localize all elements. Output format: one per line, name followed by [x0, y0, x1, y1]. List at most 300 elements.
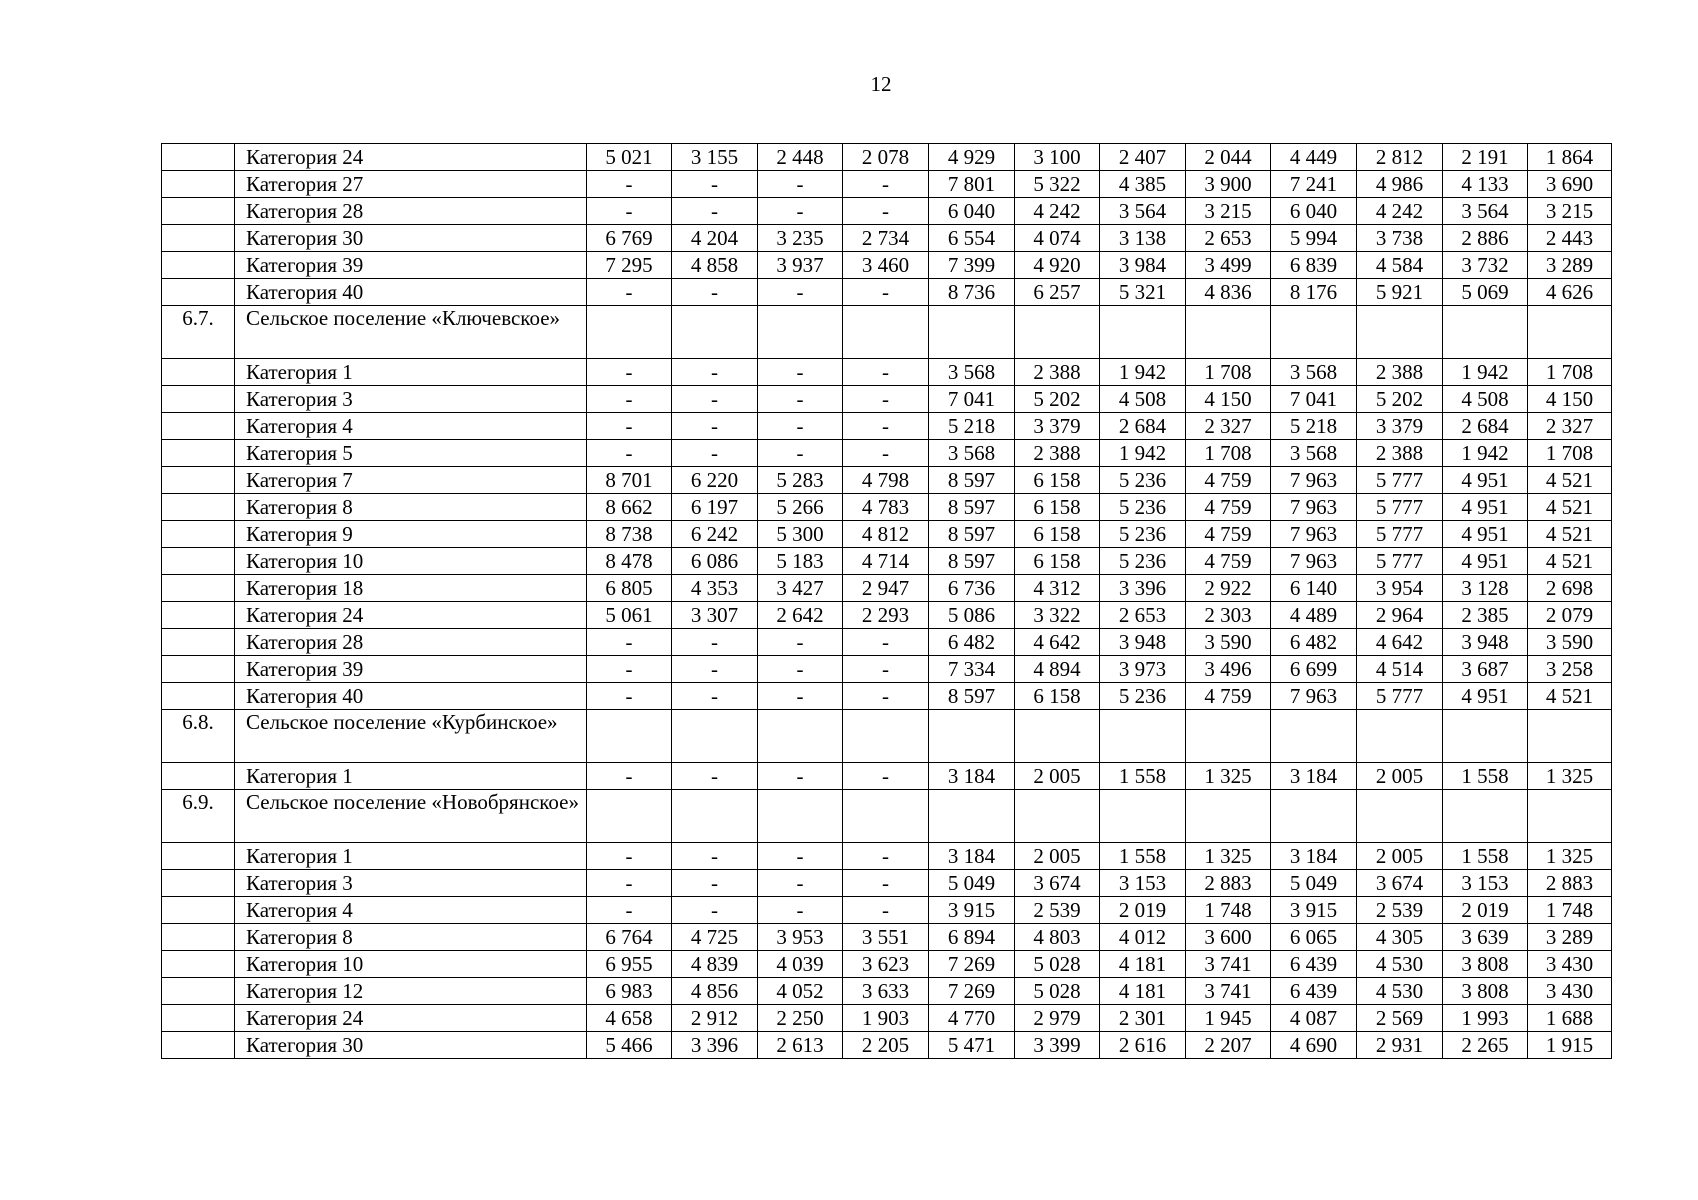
category-name-cell: Категория 30: [235, 225, 587, 252]
value-cell: 2 886: [1443, 225, 1528, 252]
value-cell: 4 725: [672, 924, 758, 951]
value-cell: 4 489: [1271, 602, 1357, 629]
value-cell: 4 986: [1357, 171, 1443, 198]
value-cell: 1 558: [1100, 843, 1186, 870]
value-cell: 2 539: [1357, 897, 1443, 924]
table-row: [162, 843, 1612, 870]
table-row: [162, 467, 1612, 494]
table-row: [162, 171, 1612, 198]
value-cell: [929, 710, 1015, 763]
category-name-cell: Категория 30: [235, 1032, 587, 1059]
value-cell: -: [672, 359, 758, 386]
value-cell: -: [587, 843, 672, 870]
value-cell: 8 701: [587, 467, 672, 494]
category-name-cell: Категория 1: [235, 359, 587, 386]
value-cell: [758, 790, 843, 843]
value-cell: 4 181: [1100, 978, 1186, 1005]
value-cell: [1100, 790, 1186, 843]
value-cell: -: [843, 198, 929, 225]
value-cell: 8 597: [929, 521, 1015, 548]
value-cell: 6 086: [672, 548, 758, 575]
value-cell: 6 158: [1015, 683, 1100, 710]
row-number-cell: [162, 602, 235, 629]
value-cell: 4 783: [843, 494, 929, 521]
value-cell: 4 012: [1100, 924, 1186, 951]
table-row: [162, 924, 1612, 951]
value-cell: 4 150: [1528, 386, 1612, 413]
value-cell: 2 388: [1357, 440, 1443, 467]
value-cell: -: [672, 413, 758, 440]
value-cell: -: [758, 656, 843, 683]
category-name-cell: Категория 10: [235, 548, 587, 575]
value-cell: 2 684: [1443, 413, 1528, 440]
value-cell: -: [587, 279, 672, 306]
value-cell: [1357, 306, 1443, 359]
value-cell: 2 964: [1357, 602, 1443, 629]
value-cell: 3 322: [1015, 602, 1100, 629]
value-cell: 8 478: [587, 548, 672, 575]
value-cell: 3 551: [843, 924, 929, 951]
value-cell: 7 041: [929, 386, 1015, 413]
value-cell: 6 955: [587, 951, 672, 978]
table-row: [162, 763, 1612, 790]
value-cell: 6 554: [929, 225, 1015, 252]
value-cell: -: [587, 683, 672, 710]
value-cell: 5 471: [929, 1032, 1015, 1059]
value-cell: 3 948: [1443, 629, 1528, 656]
row-number-cell: [162, 683, 235, 710]
value-cell: -: [587, 359, 672, 386]
value-cell: -: [843, 171, 929, 198]
value-cell: 4 951: [1443, 521, 1528, 548]
row-number-cell: [162, 279, 235, 306]
value-cell: 8 736: [929, 279, 1015, 306]
value-cell: [1186, 790, 1271, 843]
value-cell: 4 530: [1357, 978, 1443, 1005]
category-name-cell: Категория 39: [235, 656, 587, 683]
value-cell: 3 289: [1528, 924, 1612, 951]
row-number-cell: [162, 978, 235, 1005]
value-cell: -: [758, 629, 843, 656]
value-cell: 3 427: [758, 575, 843, 602]
category-name-cell: Категория 4: [235, 897, 587, 924]
page-number: 12: [870, 72, 892, 96]
value-cell: 1 942: [1100, 359, 1186, 386]
value-cell: -: [843, 763, 929, 790]
table-row: [162, 629, 1612, 656]
value-cell: -: [758, 897, 843, 924]
value-cell: 2 448: [758, 144, 843, 171]
value-cell: -: [587, 629, 672, 656]
value-cell: 2 812: [1357, 144, 1443, 171]
category-name-cell: Категория 3: [235, 386, 587, 413]
value-cell: 8 597: [929, 467, 1015, 494]
value-cell: [1443, 306, 1528, 359]
value-cell: 2 005: [1015, 843, 1100, 870]
value-cell: 5 028: [1015, 978, 1100, 1005]
value-cell: -: [758, 440, 843, 467]
row-number-cell: 6.9.: [162, 790, 235, 843]
value-cell: 7 963: [1271, 494, 1357, 521]
value-cell: 1 942: [1443, 359, 1528, 386]
value-cell: 3 954: [1357, 575, 1443, 602]
row-number-cell: [162, 359, 235, 386]
value-cell: 6 764: [587, 924, 672, 951]
row-number-cell: [162, 548, 235, 575]
value-cell: 4 514: [1357, 656, 1443, 683]
value-cell: 4 858: [672, 252, 758, 279]
value-cell: 5 061: [587, 602, 672, 629]
value-cell: 5 236: [1100, 494, 1186, 521]
value-cell: 3 215: [1528, 198, 1612, 225]
row-number-cell: [162, 843, 235, 870]
value-cell: -: [843, 440, 929, 467]
value-cell: 7 399: [929, 252, 1015, 279]
value-cell: 5 300: [758, 521, 843, 548]
value-cell: 1 708: [1186, 440, 1271, 467]
value-cell: 2 616: [1100, 1032, 1186, 1059]
value-cell: 2 327: [1186, 413, 1271, 440]
value-cell: 7 963: [1271, 467, 1357, 494]
value-cell: 6 769: [587, 225, 672, 252]
value-cell: 2 388: [1015, 440, 1100, 467]
table-row: [162, 440, 1612, 467]
value-cell: [1528, 790, 1612, 843]
value-cell: -: [758, 171, 843, 198]
value-cell: [587, 306, 672, 359]
value-cell: 2 019: [1100, 897, 1186, 924]
value-cell: [672, 306, 758, 359]
value-cell: 2 388: [1015, 359, 1100, 386]
table-row: [162, 978, 1612, 1005]
value-cell: -: [758, 359, 843, 386]
value-cell: 2 653: [1186, 225, 1271, 252]
value-cell: 5 283: [758, 467, 843, 494]
value-cell: [843, 790, 929, 843]
row-number-cell: [162, 897, 235, 924]
settlement-name-cell: Сельское поселение «Ключевское»: [235, 306, 587, 359]
value-cell: 5 021: [587, 144, 672, 171]
table-row: [162, 279, 1612, 306]
row-number-cell: [162, 656, 235, 683]
value-cell: 3 741: [1186, 978, 1271, 1005]
value-cell: 6 736: [929, 575, 1015, 602]
value-cell: 2 922: [1186, 575, 1271, 602]
value-cell: -: [672, 171, 758, 198]
table-row: [162, 144, 1612, 171]
value-cell: 6 805: [587, 575, 672, 602]
value-cell: 3 590: [1528, 629, 1612, 656]
value-cell: -: [758, 870, 843, 897]
value-cell: 5 777: [1357, 494, 1443, 521]
value-cell: 6 257: [1015, 279, 1100, 306]
value-cell: 8 662: [587, 494, 672, 521]
value-cell: 7 963: [1271, 548, 1357, 575]
value-cell: 6 220: [672, 467, 758, 494]
value-cell: 4 133: [1443, 171, 1528, 198]
value-cell: 6 040: [929, 198, 1015, 225]
table-row: [162, 602, 1612, 629]
value-cell: 2 698: [1528, 575, 1612, 602]
value-cell: 3 396: [1100, 575, 1186, 602]
value-cell: 2 005: [1357, 843, 1443, 870]
value-cell: 1 942: [1443, 440, 1528, 467]
table-row: [162, 225, 1612, 252]
table-row: [162, 1005, 1612, 1032]
value-cell: 2 979: [1015, 1005, 1100, 1032]
value-cell: 3 499: [1186, 252, 1271, 279]
value-cell: 3 600: [1186, 924, 1271, 951]
value-cell: 6 439: [1271, 978, 1357, 1005]
value-cell: 5 069: [1443, 279, 1528, 306]
value-cell: 1 558: [1443, 763, 1528, 790]
value-cell: 2 653: [1100, 602, 1186, 629]
value-cell: 5 921: [1357, 279, 1443, 306]
value-cell: 4 798: [843, 467, 929, 494]
value-cell: 2 407: [1100, 144, 1186, 171]
value-cell: 4 242: [1357, 198, 1443, 225]
value-cell: 5 777: [1357, 683, 1443, 710]
value-cell: [1186, 710, 1271, 763]
value-cell: 4 305: [1357, 924, 1443, 951]
value-cell: -: [587, 870, 672, 897]
value-cell: 2 539: [1015, 897, 1100, 924]
value-cell: 5 321: [1100, 279, 1186, 306]
category-name-cell: Категория 24: [235, 144, 587, 171]
value-cell: [758, 306, 843, 359]
value-cell: 3 153: [1443, 870, 1528, 897]
value-cell: 2 613: [758, 1032, 843, 1059]
value-cell: 7 269: [929, 951, 1015, 978]
value-cell: 4 894: [1015, 656, 1100, 683]
value-cell: 5 777: [1357, 467, 1443, 494]
value-cell: 4 642: [1357, 629, 1443, 656]
category-name-cell: Категория 3: [235, 870, 587, 897]
value-cell: 4 521: [1528, 467, 1612, 494]
value-cell: [1443, 710, 1528, 763]
value-cell: 5 028: [1015, 951, 1100, 978]
category-name-cell: Категория 40: [235, 683, 587, 710]
value-cell: 8 597: [929, 548, 1015, 575]
value-cell: 3 138: [1100, 225, 1186, 252]
value-cell: 3 289: [1528, 252, 1612, 279]
value-cell: 3 184: [1271, 763, 1357, 790]
row-number-cell: 6.8.: [162, 710, 235, 763]
value-cell: 4 449: [1271, 144, 1357, 171]
value-cell: 7 963: [1271, 683, 1357, 710]
value-cell: 8 738: [587, 521, 672, 548]
value-cell: -: [758, 413, 843, 440]
value-cell: 3 184: [1271, 843, 1357, 870]
row-number-cell: [162, 951, 235, 978]
value-cell: -: [587, 897, 672, 924]
value-cell: 3 741: [1186, 951, 1271, 978]
row-number-cell: [162, 1005, 235, 1032]
value-cell: 1 942: [1100, 440, 1186, 467]
value-cell: 4 920: [1015, 252, 1100, 279]
value-cell: 4 856: [672, 978, 758, 1005]
value-cell: 6 699: [1271, 656, 1357, 683]
row-number-cell: [162, 198, 235, 225]
value-cell: -: [587, 763, 672, 790]
value-cell: [1271, 306, 1357, 359]
value-cell: [1528, 710, 1612, 763]
value-cell: [1015, 790, 1100, 843]
row-number-cell: [162, 386, 235, 413]
table-row: [162, 656, 1612, 683]
table-row: [162, 494, 1612, 521]
value-cell: 3 307: [672, 602, 758, 629]
table-row: [162, 575, 1612, 602]
value-cell: 7 963: [1271, 521, 1357, 548]
value-cell: 6 158: [1015, 548, 1100, 575]
value-cell: 3 937: [758, 252, 843, 279]
value-cell: 1 325: [1186, 763, 1271, 790]
value-cell: 6 439: [1271, 951, 1357, 978]
value-cell: 1 325: [1528, 843, 1612, 870]
value-cell: 6 197: [672, 494, 758, 521]
row-number-cell: [162, 521, 235, 548]
value-cell: 4 658: [587, 1005, 672, 1032]
category-name-cell: Категория 8: [235, 494, 587, 521]
value-cell: 4 759: [1186, 494, 1271, 521]
value-cell: [1357, 710, 1443, 763]
value-cell: [672, 790, 758, 843]
value-cell: [1271, 710, 1357, 763]
value-cell: 4 521: [1528, 683, 1612, 710]
section-header-row: [162, 306, 1612, 359]
value-cell: 4 759: [1186, 683, 1271, 710]
table-row: [162, 413, 1612, 440]
value-cell: [843, 306, 929, 359]
value-cell: 3 460: [843, 252, 929, 279]
table-body: [162, 144, 1612, 1059]
table-row: [162, 548, 1612, 575]
value-cell: 4 074: [1015, 225, 1100, 252]
row-number-cell: [162, 225, 235, 252]
value-cell: 4 690: [1271, 1032, 1357, 1059]
value-cell: -: [843, 279, 929, 306]
value-cell: -: [672, 897, 758, 924]
value-cell: 6 040: [1271, 198, 1357, 225]
value-cell: 3 396: [672, 1032, 758, 1059]
value-cell: 3 984: [1100, 252, 1186, 279]
value-cell: 4 385: [1100, 171, 1186, 198]
value-cell: 3 258: [1528, 656, 1612, 683]
value-cell: 4 521: [1528, 521, 1612, 548]
value-cell: 1 903: [843, 1005, 929, 1032]
value-cell: -: [758, 198, 843, 225]
category-name-cell: Категория 7: [235, 467, 587, 494]
value-cell: 4 642: [1015, 629, 1100, 656]
value-cell: 5 049: [1271, 870, 1357, 897]
settlement-name-cell: Сельское поселение «Курбинское»: [235, 710, 587, 763]
value-cell: -: [587, 386, 672, 413]
value-cell: 3 568: [929, 359, 1015, 386]
category-name-cell: Категория 12: [235, 978, 587, 1005]
value-cell: 3 948: [1100, 629, 1186, 656]
row-number-cell: [162, 763, 235, 790]
value-cell: 7 334: [929, 656, 1015, 683]
value-cell: 3 633: [843, 978, 929, 1005]
value-cell: [587, 790, 672, 843]
value-cell: 1 325: [1528, 763, 1612, 790]
value-cell: 1 748: [1186, 897, 1271, 924]
value-cell: 4 508: [1100, 386, 1186, 413]
value-cell: 2 019: [1443, 897, 1528, 924]
value-cell: 2 912: [672, 1005, 758, 1032]
value-cell: [758, 710, 843, 763]
value-cell: [672, 710, 758, 763]
category-name-cell: Категория 24: [235, 602, 587, 629]
category-name-cell: Категория 5: [235, 440, 587, 467]
value-cell: 4 812: [843, 521, 929, 548]
value-cell: -: [587, 198, 672, 225]
value-cell: 1 993: [1443, 1005, 1528, 1032]
value-cell: 2 327: [1528, 413, 1612, 440]
value-cell: 3 155: [672, 144, 758, 171]
value-cell: 2 443: [1528, 225, 1612, 252]
value-cell: [929, 790, 1015, 843]
value-cell: [1015, 710, 1100, 763]
value-cell: 3 674: [1015, 870, 1100, 897]
value-cell: 4 759: [1186, 521, 1271, 548]
value-cell: [1443, 790, 1528, 843]
value-cell: 3 379: [1015, 413, 1100, 440]
tariff-table: [161, 143, 1612, 1059]
value-cell: [1271, 790, 1357, 843]
value-cell: -: [587, 656, 672, 683]
category-name-cell: Категория 40: [235, 279, 587, 306]
table-row: [162, 951, 1612, 978]
value-cell: 2 303: [1186, 602, 1271, 629]
row-number-cell: [162, 1032, 235, 1059]
value-cell: 3 564: [1100, 198, 1186, 225]
value-cell: 2 931: [1357, 1032, 1443, 1059]
value-cell: 2 005: [1357, 763, 1443, 790]
value-cell: 2 293: [843, 602, 929, 629]
value-cell: 4 087: [1271, 1005, 1357, 1032]
value-cell: [1357, 790, 1443, 843]
value-cell: 3 564: [1443, 198, 1528, 225]
value-cell: 3 915: [1271, 897, 1357, 924]
value-cell: [587, 710, 672, 763]
value-cell: 3 568: [1271, 440, 1357, 467]
value-cell: 5 236: [1100, 548, 1186, 575]
row-number-cell: [162, 440, 235, 467]
row-number-cell: [162, 870, 235, 897]
value-cell: 2 207: [1186, 1032, 1271, 1059]
value-cell: 1 915: [1528, 1032, 1612, 1059]
value-cell: 7 041: [1271, 386, 1357, 413]
value-cell: 7 801: [929, 171, 1015, 198]
value-cell: -: [843, 656, 929, 683]
table-row: [162, 198, 1612, 225]
value-cell: [1186, 306, 1271, 359]
value-cell: -: [843, 386, 929, 413]
value-cell: 5 183: [758, 548, 843, 575]
value-cell: 5 266: [758, 494, 843, 521]
value-cell: -: [672, 656, 758, 683]
value-cell: -: [672, 763, 758, 790]
value-cell: 5 777: [1357, 521, 1443, 548]
value-cell: 4 530: [1357, 951, 1443, 978]
value-cell: 5 202: [1357, 386, 1443, 413]
value-cell: 3 153: [1100, 870, 1186, 897]
value-cell: [1100, 306, 1186, 359]
row-number-cell: [162, 413, 235, 440]
value-cell: -: [672, 683, 758, 710]
